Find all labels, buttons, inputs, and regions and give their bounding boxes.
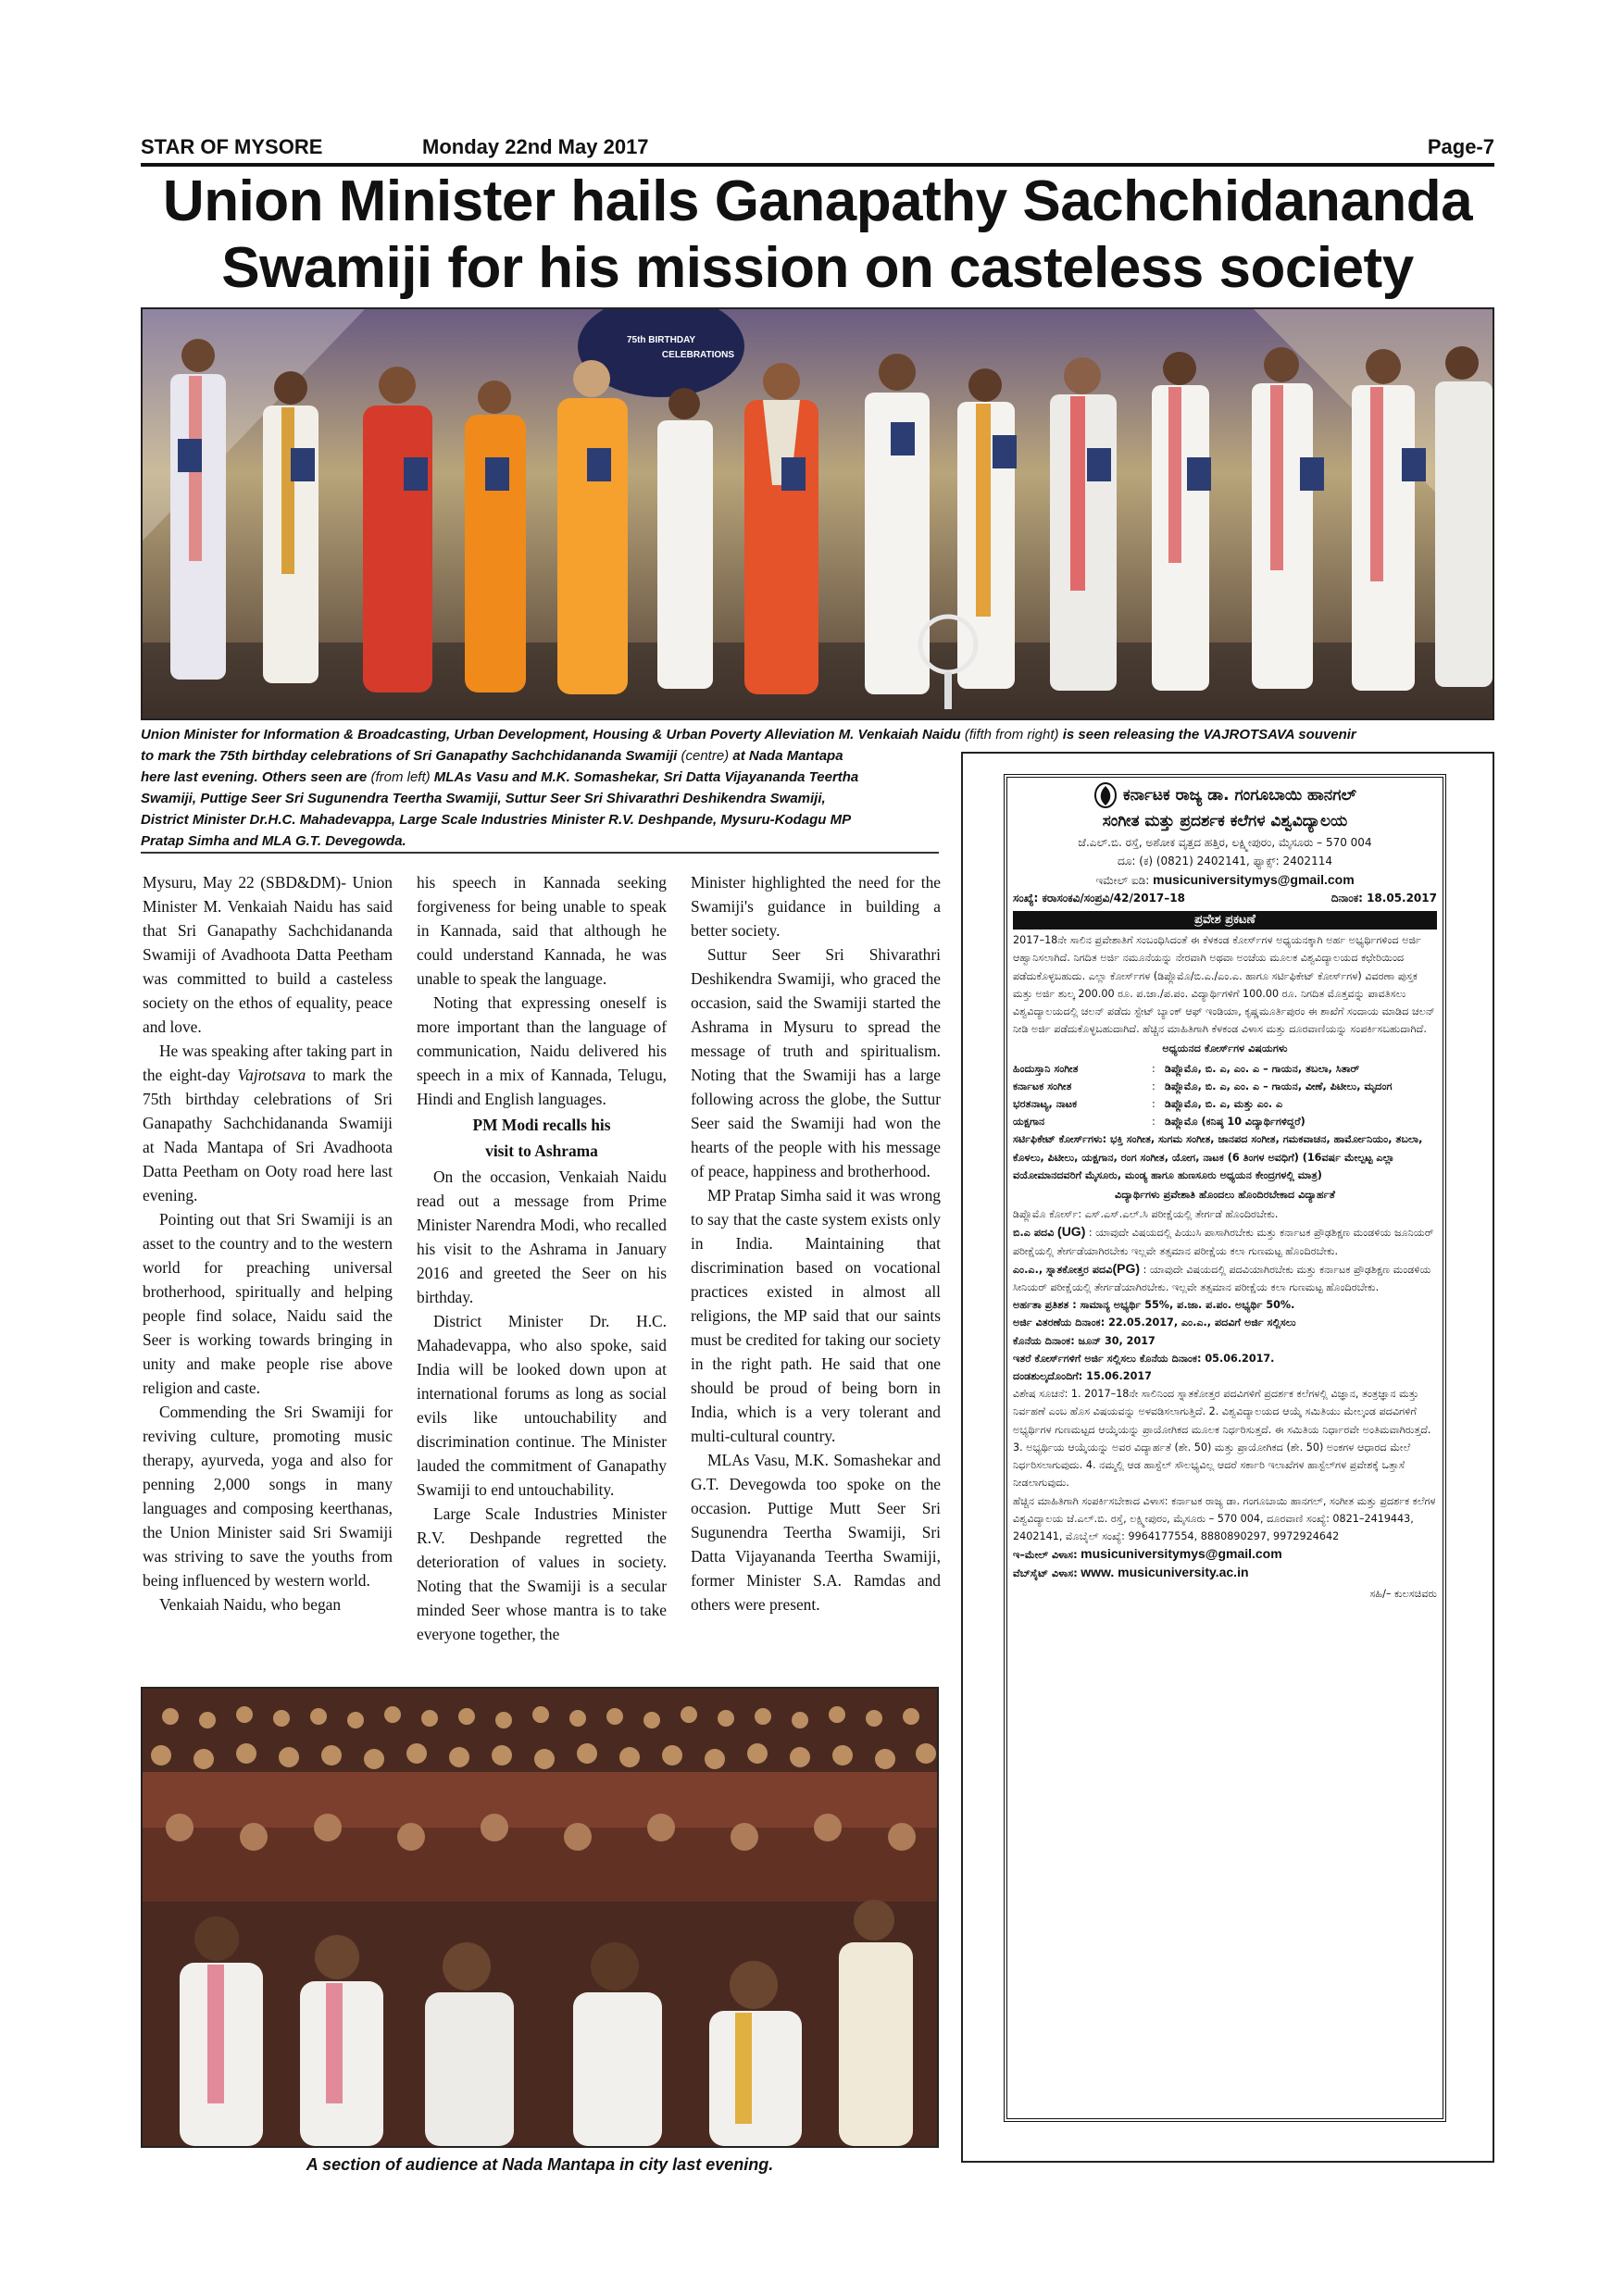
masthead — [141, 131, 1494, 163]
reference-number: ಸಂಖ್ಯೆ: ಕರಾಸಂಕವಿ/ಸಂಪ್ರವಿ/42/2017–18 — [1013, 892, 1185, 905]
caption-text: Union Minister for Information & Broadcasting, Urban Development, Housing & Urban Poverty Alleviation M. Venkaiah Naidu — [141, 727, 961, 742]
paragraph-text: to mark the 75th birthday celebrations of Sri Ganapathy Sachchidananda Swamiji at Nada Mantapa of Sri Avadhoota Datta Peetham on Ooty road here last evening. — [143, 1066, 393, 1204]
university-email-line — [1013, 870, 1437, 890]
university-name-line-2: ಸಂಗೀತ ಮತ್ತು ಪ್ರದರ್ಶಕ ಕಲೆಗಳ ವಿಶ್ವವಿದ್ಯಾಲಯ — [1102, 812, 1348, 830]
paragraph: Minister highlighted the need for the Swamiji's guidance in building a better society. — [691, 873, 941, 940]
university-address: ಜೆ.ಎಲ್.ಬಿ. ರಸ್ತೆ, ಅಶೋಕ ವೃತ್ತದ ಹತ್ತಿರ, ಲಕ್ಷ್ಮೀಪುರಂ, ಮೈಸೂರು – 570 004 — [1078, 836, 1372, 849]
ug-eligibility — [1013, 1223, 1437, 1259]
paragraph: District Minister Dr. H.C. Mahadevappa, who also spoke, said India will be looked down upon at international forums as long as social evils like untouchability and discrimination continue. The Minister lauded the commitment of Ganapathy Swamiji to end untouchability. — [417, 1312, 667, 1499]
article-column-3 — [691, 870, 941, 1616]
ug-label: ಬಿ.ಎ ಪದವಿ — [1013, 1227, 1055, 1240]
ug-tag: (UG) — [1057, 1224, 1086, 1240]
course-name: ಭರತನಾಟ್ಯ, ನಾಟಕ — [1013, 1098, 1078, 1111]
signatory: ಸಹಿ/– ಕುಲಸಚಿವರು — [1369, 1587, 1437, 1600]
notice-title: ಪ್ರವೇಶ ಪ್ರಕಟಣೆ — [1013, 911, 1437, 930]
paragraph: Large Scale Industries Minister R.V. Deshpande regretted the deterioration of values in society. Noting that the Swamiji is a secular minded Seer whose mantra is to take everyone together, the — [417, 1504, 667, 1643]
caption-text: Swamiji, Puttige Seer Sri Sugunendra Teertha Swamiji, Suttur Seer Sri Shivarathri Deshikendra Swamiji, — [141, 791, 826, 806]
pg-eligibility — [1013, 1260, 1437, 1296]
paragraph: MLAs Vasu, M.K. Somashekar and G.T. Devegowda too spoke on the occasion. Puttige Mutt Seer Sri Sugunendra Teertha Swamiji, Sri Datta Vijayananda Teertha Swamiji, former Minister S.A. Ramdas and others were present. — [691, 1451, 941, 1614]
email-label: ಇಮೇಲ್ ಐಡಿ: — [1095, 874, 1150, 887]
course-row: ಹಿಂದುಸ್ತಾನಿ ಸಂಗೀತ : ಡಿಪ್ಲೊಮೊ, ಬಿ. ಎ, ಎಂ. ಎ – ಗಾಯನ, ತಬಲಾ, ಸಿತಾರ್ — [1013, 1060, 1437, 1078]
email-label: ಇ–ಮೇಲ್ ವಿಳಾಸ: — [1013, 1549, 1078, 1562]
main-photo — [141, 307, 1494, 720]
diploma-eligibility: ಡಿಪ್ಲೊಮೊ ಕೋರ್ಸ್: ಎಸ್.ಎಸ್.ಎಲ್.ಸಿ ಪರೀಕ್ಷೆಯಲ್ಲಿ ತೇರ್ಗಡೆ ಹೊಂದಿರಬೇಕು. — [1013, 1208, 1279, 1221]
paragraph-text: He was speaking after taking part in the eight-day — [143, 1042, 393, 1084]
notice-reference — [1013, 890, 1437, 907]
newspaper-name: STAR OF MYSORE — [141, 135, 323, 158]
banner-text-1: 75th BIRTHDAY — [626, 335, 696, 345]
other-last-date: ಇತರೆ ಕೋರ್ಸ್‌ಗಳಿಗೆ ಅರ್ಜಿ ಸಲ್ಲಿಸಲು ಕೊನೆಯ ದಿನಾಂಕ: 05.06.2017. — [1013, 1352, 1275, 1365]
caption-text: MLAs Vasu and M.K. Somashekar, Sri Datta Vijayananda Teertha — [433, 769, 859, 785]
caption-text: Pratap Simha and MLA G.T. Devegowda. — [141, 833, 406, 849]
paragraph: his speech in Kannada seeking forgiveness for being unable to speak in Kannada, said that although he could understand Kannada, he was unable to speak the language. — [417, 873, 667, 988]
course-row: ಯಕ್ಷಗಾನ : ಡಿಪ್ಲೊಮೊ (ಕನಿಷ್ಠ 10 ವಿದ್ಯಾರ್ಥಿಗಳಿದ್ದರೆ) — [1013, 1113, 1437, 1130]
paragraph: Commending the Sri Swamiji for reviving culture, promoting music therapy, ayurveda, yoga and also for penning 2,000 songs in many languages and composing keerthanas, the Union Minister said Sri Swamiji was striving to save the youths from being influenced by western world. — [143, 1403, 393, 1590]
audience-photo — [141, 1687, 939, 2148]
paragraph: Suttur Seer Sri Shivarathri Deshikendra Swamiji, who graced the occasion, said the Swamiji started the Ashrama in Mysuru to spread the message of truth and spiritualism. Noting that the Swamiji has a large following across the globe, the Suttur Seer said the Swamiji had won the hearts of the people with his message of peace, happiness and brotherhood. — [691, 945, 941, 1180]
late-fee-date: ದಂಡಶುಲ್ಕದೊಂದಿಗೆ: 15.06.2017 — [1013, 1370, 1152, 1383]
audience-photo-scene — [143, 1689, 937, 2146]
banner-text-2: CELEBRATIONS — [661, 350, 735, 360]
course-detail: ಡಿಪ್ಲೊಮೊ, ಬಿ. ಎ, ಎಂ. ಎ – ಗಾಯನ, ವೀಣೆ, ಪಿಟೀಲು, ಮೃದಂಗ — [1165, 1079, 1393, 1092]
course-row: ಕರ್ನಾಟಕ ಸಂಗೀತ : ಡಿಪ್ಲೊಮೊ, ಬಿ. ಎ, ಎಂ. ಎ – ಗಾಯನ, ವೀಣೆ, ಪಿಟೀಲು, ಮೃದಂಗ — [1013, 1078, 1437, 1095]
course-row: ಭರತನಾಟ್ಯ, ನಾಟಕ : ಡಿಪ್ಲೊಮೊ, ಬಿ. ಎ, ಮತ್ತು ಎಂ. ಎ — [1013, 1095, 1437, 1113]
paragraph: Mysuru, May 22 (SBD&DM)- Union Minister M. Venkaiah Naidu has said that Sri Ganapathy Sachchidananda Swamiji of Avadhoota Datta Peetham was committed to build a casteless society on the ethos of equality, peace and love. — [143, 873, 393, 1036]
ug-text: : ಯಾವುದೇ ವಿಷಯದಲ್ಲಿ ಪಿಯುಸಿ ಪಾಸಾಗಿರಬೇಕು ಮತ್ತು ಕರ್ನಾಟಕ ಪ್ರೌಢಶಿಕ್ಷಣ ಮಂಡಳಿಯ ಜೂನಿಯರ್ ಪರೀಕ್ಷೆಯಲ್ಲಿ ತೇರ್ಗಡೆಯಾಗಿರಬೇಕು ಇಲ್ಲವೇ ತತ್ಸಮಾನ ಪರೀಕ್ಷೆಯ ಕಲಾ ಗುಣಮಟ್ಟ ಹೊಂದಿರಬೇಕು. — [1013, 1227, 1434, 1257]
course-detail: ಡಿಪ್ಲೊಮೊ, ಬಿ. ಎ, ಎಂ. ಎ – ಗಾಯನ, ತಬಲಾ, ಸಿತಾರ್ — [1165, 1062, 1360, 1075]
event-name: Vajrotsava — [237, 1066, 306, 1084]
email-address: musicuniversitymys@gmail.com — [1153, 872, 1355, 887]
headline — [141, 168, 1494, 302]
course-detail: ಡಿಪ್ಲೊಮೊ (ಕನಿಷ್ಠ 10 ವಿದ್ಯಾರ್ಥಿಗಳಿದ್ದರೆ) — [1165, 1116, 1305, 1129]
headline-line-1: Union Minister hails Ganapathy Sachchidananda — [162, 169, 1473, 233]
university-emblem-icon — [1093, 781, 1118, 809]
website-address: www. musicuniversity.ac.in — [1081, 1565, 1249, 1580]
caption-text: here last evening. Others seen are — [141, 769, 368, 785]
caption-note: (centre) — [681, 748, 730, 764]
certificate-courses: ಸರ್ಟಿಫಿಕೇಟ್ ಕೋರ್ಸ್‌ಗಳು: ಭಕ್ತಿ ಸಂಗೀತ, ಸುಗಮ ಸಂಗೀತ, ಜಾನಪದ ಸಂಗೀತ, ಗಮಕವಾಚನ, ಹಾರ್ಮೋನಿಯಂ, ತಬಲಾ, ಕೊಳಲು, ಪಿಟೀಲು, ಯಕ್ಷಗಾನ, ರಂಗ ಸಂಗೀತ, ಯೋಗ, ನಾಟಕ (6 ತಿಂಗಳ ಅವಧಿಗೆ) (16ವರ್ಷ ಮೇಲ್ಪಟ್ಟ ಎಲ್ಲಾ ವಯೋಮಾನದವರಿಗೆ ಮೈಸೂರು, ಮಂಡ್ಯ ಹಾಗೂ ಹುಣಸೂರು ಅಧ್ಯಯನ ಕೇಂದ್ರಗಳಲ್ಲಿ ಮಾತ್ರ) — [1013, 1133, 1423, 1181]
caption-note: (fifth from right) — [964, 727, 1059, 742]
notice-intro: 2017–18ನೇ ಸಾಲಿನ ಪ್ರವೇಶಾತಿಗೆ ಸಂಬಂಧಿಸಿದಂತೆ ಈ ಕೆಳಕಂಡ ಕೋರ್ಸ್‌ಗಳ ಅಧ್ಯಯನಕ್ಕಾಗಿ ಅರ್ಹ ಅಭ್ಯರ್ಥಿಗಳಿಂದ ಅರ್ಜಿ ಆಹ್ವಾನಿಸಲಾಗಿದೆ. ನಿಗದಿತ ಅರ್ಜಿ ನಮೂನೆಯನ್ನು ನೇರವಾಗಿ ಅಥವಾ ಅಂಚೆಯ ಮೂಲಕ ವಿಶ್ವವಿದ್ಯಾಲಯದ ಕಛೇರಿಯಿಂದ ಪಡೆದುಕೊಳ್ಳಬಹುದು. ಎಲ್ಲಾ ಕೋರ್ಸ್‌ಗಳ (ಡಿಪ್ಲೊಮೊ/ಬಿ.ಎ./ಎಂ.ಎ. ಹಾಗೂ ಸರ್ಟಿಫಿಕೇಟ್ ಕೋರ್ಸ್‌ಗಳ) ವಿವರಣಾ ಪುಸ್ತಕ ಮತ್ತು ಅರ್ಜಿ ಶುಲ್ಕ 200.00 ರೂ. ಪ.ಜಾ./ಪ.ಪಂ. ವಿದ್ಯಾರ್ಥಿಗಳಿಗೆ 100.00 ರೂ. ನಿಗದಿತ ಮೊತ್ತವನ್ನು ಪಾವತಿಸಲು ವಿಶ್ವವಿದ್ಯಾಲಯದಲ್ಲಿ ಚಲನ್ ಪಡೆದು ಸ್ಟೇಟ್ ಬ್ಯಾಂಕ್ ಆಫ್ ಇಂಡಿಯಾ, ಕೃಷ್ಣಮೂರ್ತಿಪುರಂ ಈ ಶಾಖೆಗೆ ಸಂದಾಯ ಮಾಡಿದ ಚಲನ್ ನೀಡಿ ಅರ್ಜಿ ಪಡೆದುಕೊಳ್ಳಬಹುದಾಗಿದೆ. ಹೆಚ್ಚಿನ ಮಾಹಿತಿಗಾಗಿ ಕೆಳಕಂಡ ವಿಳಾಸ ಮತ್ತು ದೂರವಾಣಿಯನ್ನು ಸಂಪರ್ಕಿಸಬಹುದಾಗಿದೆ. — [1013, 934, 1435, 1036]
subheading: visit to Ashrama — [485, 1142, 598, 1160]
course-name: ಕರ್ನಾಟಕ ಸಂಗೀತ — [1013, 1079, 1072, 1092]
email-address: musicuniversitymys@gmail.com — [1081, 1546, 1282, 1562]
caption-text: to mark the 75th birthday celebrations of Sri Ganapathy Sachchidananda Swamiji — [141, 748, 678, 764]
university-name — [1013, 781, 1437, 809]
pg-text: : ಯಾವುದೇ ವಿಷಯದಲ್ಲಿ ಪದವಿಯಾಗಿರಬೇಕು ಮತ್ತು ಕರ್ನಾಟಕ ಪ್ರೌಢಶಿಕ್ಷಣ ಮಂಡಳಿಯ ಸೀನಿಯರ್ ಪರೀಕ್ಷೆಯಲ್ಲಿ ತೇರ್ಗಡೆಯಾಗಿರಬೇಕು. ಇಲ್ಲವೇ ತತ್ಸಮಾನ ಪರೀಕ್ಷೆಯ ಕಲಾ ಗುಣಮಟ್ಟ ಹೊಂದಿರಬೇಕು. — [1013, 1263, 1431, 1294]
course-name: ಯಕ್ಷಗಾನ — [1013, 1116, 1045, 1129]
paragraph: Noting that expressing oneself is more important than the language of communication, Naidu delivered his speech in a mix of Kannada, Telugu, Hindi and English languages. — [417, 993, 667, 1108]
contact-address: ಹೆಚ್ಚಿನ ಮಾಹಿತಿಗಾಗಿ ಸಂಪರ್ಕಿಸಬೇಕಾದ ವಿಳಾಸ: ಕರ್ನಾಟಕ ರಾಜ್ಯ ಡಾ. ಗಂಗೂಬಾಯಿ ಹಾನಗಲ್, ಸಂಗೀತ ಮತ್ತು ಪ್ರದರ್ಶಕ ಕಲೆಗಳ ವಿಶ್ವವಿದ್ಯಾಲಯ ಜೆ.ಎಲ್.ಬಿ. ರಸ್ತೆ, ಲಕ್ಷ್ಮೀಪುರಂ, ಮೈಸೂರು – 570 004, ದೂರವಾಣಿ ಸಂಖ್ಯೆ: 0821–2419443, 2402141, ಮೊಬೈಲ್ ಸಂಖ್ಯೆ: 9964177554, 8880890297, 9972924642 — [1013, 1494, 1436, 1542]
university-name-line-1: ಕರ್ನಾಟಕ ರಾಜ್ಯ ಡಾ. ಗಂಗೂಬಾಯಿ ಹಾನಗಲ್ — [1123, 786, 1356, 805]
pg-label: ಎಂ.ಎ., ಸ್ನಾತಕೋತ್ತರ ಪದವಿ — [1013, 1263, 1113, 1276]
university-admission-notice — [1004, 774, 1446, 2122]
caption-rule — [141, 852, 939, 854]
audience-photo-caption: A section of audience at Nada Mantapa in city last evening. — [306, 2155, 774, 2174]
university-phone: ದೂ: (ಕ) (0821) 2402141, ಫ್ಯಾಕ್ಸ್: 2402114 — [1118, 855, 1332, 867]
pg-last-date: ಕೊನೆಯ ದಿನಾಂಕ: ಜೂನ್ 30, 2017 — [1013, 1334, 1156, 1347]
paragraph: On the occasion, Venkaiah Naidu read out a message from Prime Minister Narendra Modi, who recalled his visit to the Ashrama in January 2016 and greeted the Seer on his birthday. — [417, 1167, 667, 1306]
contact-email — [1013, 1545, 1437, 1564]
application-date: ಅರ್ಜಿ ವಿತರಣೆಯ ದಿನಾಂಕ: 22.05.2017, ಎಂ.ಎ., ಪದವಿಗೆ ಅರ್ಜಿ ಸಲ್ಲಿಸಲು — [1013, 1316, 1296, 1329]
main-photo-scene — [143, 309, 1493, 718]
course-name: ಹಿಂದುಸ್ತಾನಿ ಸಂಗೀತ — [1013, 1062, 1079, 1075]
masthead-rule — [141, 163, 1494, 167]
reference-date: ದಿನಾಂಕ: 18.05.2017 — [1330, 892, 1437, 905]
issue-date: Monday 22nd May 2017 — [422, 135, 649, 158]
article-column-1 — [143, 870, 393, 1616]
caption-text: is seen releasing the VAJROTSAVA souvenir — [1062, 727, 1356, 742]
headline-line-2: Swamiji for his mission on casteless society — [221, 236, 1414, 300]
eligibility-heading: ವಿದ್ಯಾರ್ಥಿಗಳು ಪ್ರವೇಶಾತಿ ಹೊಂದಲು ಹೊಂದಿರಬೇಕಾದ ವಿದ್ಯಾರ್ಹತೆ — [1115, 1189, 1335, 1202]
caption-text: at Nada Mantapa — [732, 748, 843, 764]
special-notes: ವಿಶೇಷ ಸೂಚನೆ: 1. 2017–18ನೇ ಸಾಲಿನಿಂದ ಸ್ನಾತಕೋತ್ತರ ಪದವಿಗಳಿಗೆ ಪ್ರದರ್ಶಕ ಕಲೆಗಳಲ್ಲಿ ವಿಜ್ಞಾನ, ತಂತ್ರಜ್ಞಾನ ಮತ್ತು ನಿರ್ವಹಣೆ ಎಂಬ ಹೊಸ ವಿಷಯವನ್ನು ಅಳವಡಿಸಲಾಗುತ್ತಿದೆ. 2. ವಿಶ್ವವಿದ್ಯಾಲಯದ ಆಯ್ಕೆ ಸಮಿತಿಯು ಮೇಲ್ಕಂಡ ಪದವಿಗಳಿಗೆ ಅಭ್ಯರ್ಥಿಗಳ ಗುಣಮಟ್ಟದ ಆಯ್ಕೆಯನ್ನು ಪ್ರಾಯೋಗಿಕದ ಮೂಲಕ ನಿರ್ಧರಿಸುತ್ತದೆ. ಈ ಸಮಿತಿಯ ನಿರ್ಧಾರವೇ ಅಂತಿಮವಾಗಿರುತ್ತದೆ. 3. ಅಭ್ಯರ್ಥಿಯ ಆಯ್ಕೆಯನ್ನು ಅವರ ವಿದ್ಯಾರ್ಹತೆ (ಶೇ. 50) ಮತ್ತು ಪ್ರಾಯೋಗಿಕದ (ಶೇ. 50) ಅಂಕಗಳ ಆಧಾರದ ಮೇಲೆ ನಿರ್ಧರಿಸಲಾಗುವುದು. 4. ನಮ್ಮಲ್ಲಿ ಆಡ ಹಾಸ್ಟೆಲ್ ಸೌಲಭ್ಯವಿಲ್ಲ ಆದರೆ ಸರ್ಕಾರಿ ಇಲಾಖೆಗಳ ಹಾಸ್ಟೆಲ್‌ಗಳ ಪ್ರವೇಶಕ್ಕೆ ಒತ್ತಾಸೆ ನೀಡಲಾಗುವುದು. — [1013, 1388, 1431, 1490]
page-number: Page-7 — [1427, 135, 1494, 158]
article-column-2 — [417, 870, 667, 1646]
contact-website — [1013, 1564, 1437, 1582]
course-detail: ಡಿಪ್ಲೊಮೊ, ಬಿ. ಎ, ಮತ್ತು ಎಂ. ಎ — [1165, 1098, 1283, 1111]
courses-heading: ಅಧ್ಯಯನದ ಕೋರ್ಸ್‌ಗಳ ವಿಷಯಗಳು — [1162, 1042, 1288, 1055]
eligibility-marks: ಅರ್ಹತಾ ಪ್ರತಿಶತ : ಸಾಮಾನ್ಯ ಅಭ್ಯರ್ಥಿ 55%, ಪ.ಜಾ. ಪ.ಪಂ. ಅಭ್ಯರ್ಥಿ 50%. — [1013, 1299, 1295, 1312]
paragraph: Pointing out that Sri Swamiji is an asset to the country and to the western world for preaching universal brotherhood, spiritually and helping people find solace, Naidu said the Seer is working towards bringing in unity and make people rise above religion and caste. — [143, 1210, 393, 1397]
paragraph — [143, 1039, 393, 1207]
caption-text: District Minister Dr.H.C. Mahadevappa, Large Scale Industries Minister R.V. Deshpande, Mysuru-Kodagu MP — [141, 812, 852, 828]
website-label: ವೆಬ್‌ಸೈಟ್ ವಿಳಾಸ: — [1013, 1567, 1078, 1580]
caption-note: (from left) — [370, 769, 431, 785]
pg-tag: (PG) — [1112, 1260, 1141, 1276]
subheading: PM Modi recalls his — [472, 1116, 611, 1134]
paragraph: MP Pratap Simha said it was wrong to say that the caste system exists only in India. Maintaining that discrimination based on vocational practices existed in almost all religions, the MP said that our saints must be credited for taking our society in the right path. He said that one should be proud of being born in India, which is a very tolerant and multi-cultural country. — [691, 1186, 941, 1445]
paragraph: Venkaiah Naidu, who began — [159, 1595, 342, 1614]
